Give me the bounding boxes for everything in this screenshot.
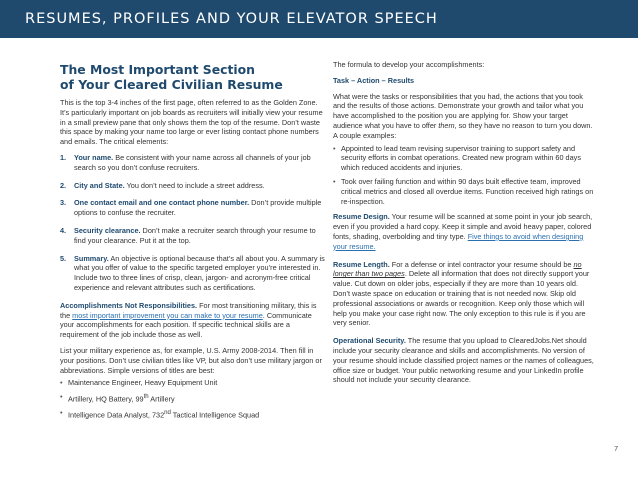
item-label: One contact email and one contact phone number.	[74, 198, 250, 208]
opsec-label: Operational Security.	[333, 336, 406, 346]
list-item	[60, 153, 325, 173]
bullet-icon: •	[333, 176, 336, 186]
examples-list	[333, 144, 595, 207]
list-item	[60, 408, 325, 420]
item-label: Security clearance.	[74, 225, 141, 235]
ordinal-suffix: nd	[164, 409, 171, 417]
design-paragraph	[333, 212, 595, 251]
title-text: Artillery, HQ Battery, 99	[68, 394, 144, 404]
list-item	[60, 181, 325, 191]
formula-text: What were the tasks or responsibilities that you had, the actions that you took and the results of those actions. Demonstrate your growth and tailor what you have accomplished to the position you are applying for. Show your target audience what you have to offer	[333, 91, 584, 130]
item-number: 3.	[60, 198, 67, 208]
length-text: For a defense or intel contractor your resume should be	[389, 259, 574, 269]
accomplishments-label: Accomplishments Not Responsibilities.	[60, 300, 198, 310]
item-text: Don’t provide multiple options to confuse the recruiter.	[74, 198, 322, 218]
length-label: Resume Length.	[333, 259, 390, 269]
right-column	[333, 60, 595, 385]
item-number: 1.	[60, 152, 67, 162]
list-item	[333, 177, 595, 206]
length-emphasis: no longer than two pages	[333, 259, 582, 279]
design-text: Your resume will be scanned at some point in your job search, even if you provided a hard copy. Keep it simple and avoid heavy paper, colored fonts, shading, overbolding and tiny type.	[333, 212, 593, 241]
accomplishments-paragraph	[60, 301, 325, 340]
formula-tail: , so they have no reason to turn you down. A couple examples:	[333, 120, 593, 140]
bullet-icon: •	[333, 143, 336, 153]
critical-elements-list	[60, 153, 325, 293]
title-tail: Artillery	[148, 394, 175, 404]
list-item	[60, 198, 325, 218]
item-label: City and State.	[74, 180, 125, 190]
improvement-link[interactable]: most important improvement you can make to your resume	[72, 310, 263, 320]
heading-line-2: of Your Cleared Civilian Resume	[60, 77, 283, 92]
title-text: Maintenance Engineer, Heavy Equipment Unit	[68, 378, 218, 388]
list-item	[60, 392, 325, 404]
section-heading	[60, 62, 325, 92]
accomplishments-text-end: . Communicate your accomplishments for each position. If specific technical skills are a requirement of the job include those as well.	[60, 310, 312, 340]
ordinal-suffix: th	[143, 393, 149, 401]
titles-list	[60, 378, 325, 420]
example-text: Appointed to lead team revising supervisor training to support safety and security efforts in combat operations. Created new program within 60 days which reduced accidents and injuries.	[341, 143, 581, 173]
formula-intro: The formula to develop your accomplishments:	[333, 60, 485, 69]
list-item	[333, 144, 595, 173]
formula-paragraph	[333, 92, 595, 141]
list-item	[60, 226, 325, 246]
length-text-end: . Delete all information that does not directly support your value. Cut down on older jobs, especially if they are more than 10 years old. Don’t waste space on education or training that is not needed now. Skip old professional associations or awards or recognition. Keep only those which will help you make your case right now. The only exception to this rule is if you are very senior.	[333, 269, 590, 328]
formula-label-paragraph	[333, 76, 595, 86]
item-label: Your name.	[74, 152, 114, 162]
design-link[interactable]: Five things to avoid when designing your resume.	[333, 231, 584, 251]
page-number: 7	[614, 444, 619, 453]
item-text: Don’t make a recruiter search through your resume to find your clearance. Put it at the top.	[74, 225, 316, 245]
item-number: 2.	[60, 180, 67, 190]
list-item	[60, 254, 325, 293]
formula-emphasis: them	[438, 120, 455, 130]
title-text: Intelligence Data Analyst, 732	[68, 410, 165, 420]
opsec-text: The resume that you upload to ClearedJobs.Net should include your security clearance and skills and accomplishments. No version of your resume should include classified project names or the names of colleagues, office size or budget. Your public networking resume and your LinkedIn profile should not include your security clearance.	[333, 336, 594, 385]
title-tail: Tactical Intelligence Squad	[170, 410, 260, 420]
item-text: You don’t need to include a street address.	[124, 180, 265, 190]
accomplishments-text: For most transitioning military, this is the	[60, 300, 317, 320]
design-label: Resume Design.	[333, 212, 390, 222]
intro-paragraph: This is the top 3-4 inches of the first page, often referred to as the Golden Zone. It’s particularly important on job boards as recruiters will initially view your resume in a small preview pane that only shows them the top of the resume. Don’t waste this space by making your name too large or ever listing contact phone numbers and emails. The critical elements:	[60, 98, 323, 147]
military-paragraph: List your military experience as, for example, U.S. Army 2008-2014. Then fill in your positions. Don’t use civilian titles like VP, but also don’t use military jargon or abbreviations. Simple versions of titles are best:	[60, 345, 322, 375]
list-item	[60, 378, 325, 388]
example-text: Took over failing function and within 90 days built effective team, improved critical metrics and closed all overdue items. Function received high ratings on re-inspection.	[341, 176, 594, 206]
section-banner	[0, 0, 638, 38]
formula-label: Task – Action – Results	[333, 75, 415, 85]
opsec-paragraph	[333, 336, 595, 385]
left-column	[60, 60, 325, 425]
bullet-icon: •	[60, 408, 63, 418]
length-paragraph	[333, 260, 595, 329]
item-number: 4.	[60, 225, 67, 235]
item-number: 5.	[60, 253, 67, 263]
bullet-icon: •	[60, 378, 63, 388]
item-label: Summary.	[74, 253, 109, 263]
item-text: An objective is optional because that’s all about you. A summary is what you offer of value to the specific targeted employer you’re interested in. Include two to three lines of crisp, clean, jargon- and acronym-free critical experience and relevant attributes such as certifications.	[74, 253, 325, 292]
heading-line-1: The Most Important Section	[60, 62, 255, 77]
item-text: Be consistent with your name across all channels of your job search so you don’t confuse recruiters.	[74, 152, 311, 172]
banner-title: RESUMES, PROFILES AND YOUR ELEVATOR SPEECH	[25, 11, 438, 27]
bullet-icon: •	[60, 392, 63, 402]
